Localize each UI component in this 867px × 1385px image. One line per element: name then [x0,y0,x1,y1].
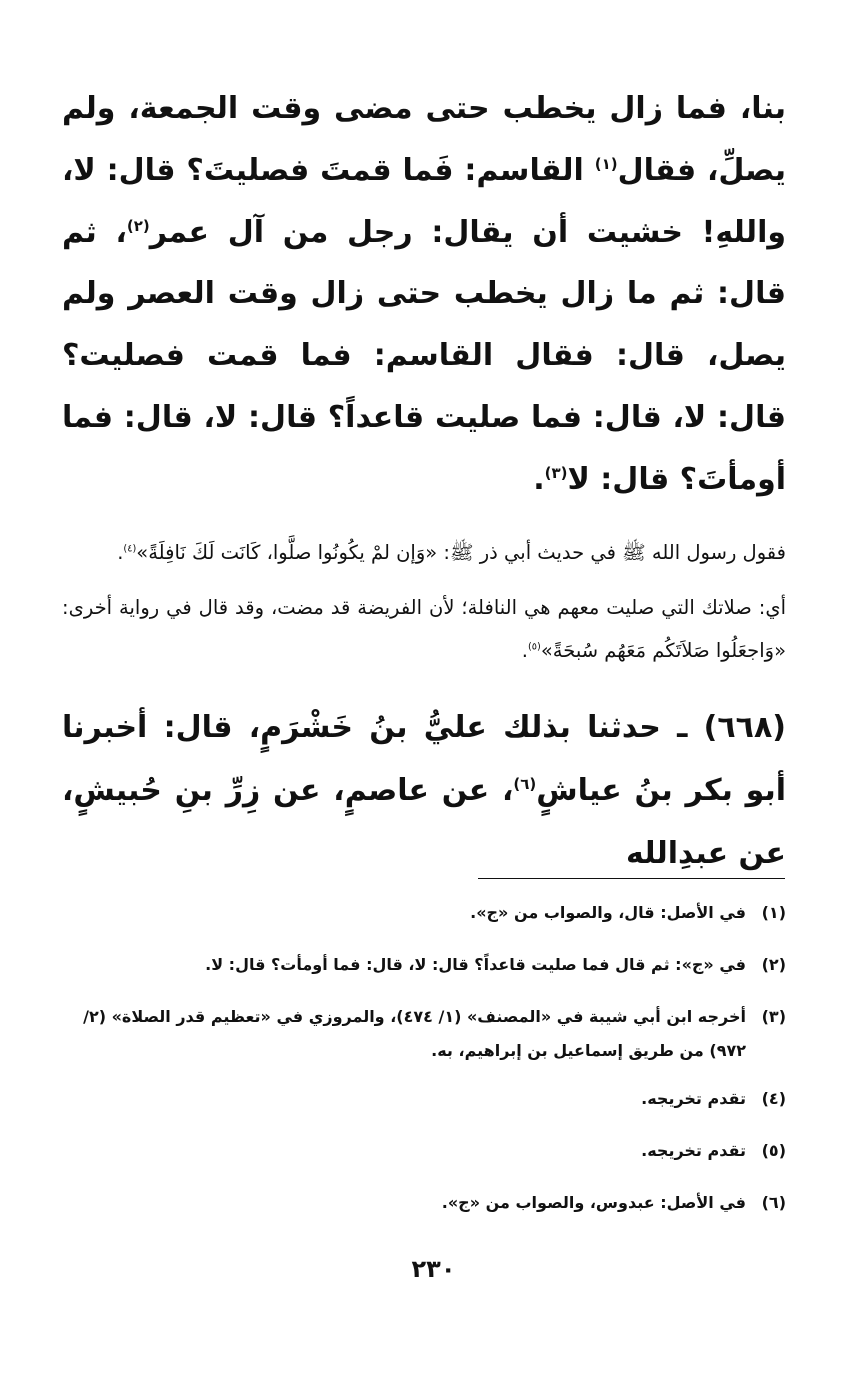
hadith-text: ، عن عاصمٍ، عن زِرِّ بنِ حُبيشٍ، عن عبدِالله [62,772,786,871]
footnote-item [62,948,786,982]
page-number: ٢٣٠ [411,1255,456,1283]
footnotes-section [62,896,786,1238]
footnote-item [62,1134,786,1168]
footnote-ref: (٦) [513,774,537,793]
footnote-number: (٢) [761,955,786,974]
footnote-text: أخرجه ابن أبي شيبة في «المصنف» (١/ ٤٧٤)، والمروزي في «تعظيم قدر الصلاة» (٢/ ٩٧٢) من طريق إسماعيل بن إبراهيم، به. [83,1007,746,1060]
footnote-number: (١) [761,903,786,922]
footnote-item [62,896,786,930]
footnote-number: (٣) [761,1007,786,1026]
footnote-number: (٤) [761,1089,786,1108]
footnote-divider [478,878,785,879]
hadith-text: ـ حدثنا بذلك عليُّ بنُ خَشْرَمٍ، قال: أخبرنا أبو بكر بنُ عياشٍ [62,709,786,808]
footnote-item [62,1000,786,1068]
hadith-paragraph [62,696,786,885]
commentary-end: . [521,638,528,662]
footnote-ref: (٥) [527,641,541,653]
footnote-item [62,1082,786,1116]
footnote-number: (٥) [761,1141,786,1160]
main-text-part: بنا، فما زال يخطب حتى مضى وقت الجمعة، ولم يصلِّ، فقال [62,91,786,188]
footnote-ref: (٢) [126,216,150,235]
footnote-text: في الأصل: قال، والصواب من «ج». [470,903,746,922]
footnote-ref: (٤) [123,543,137,555]
hadith-number: (٦٦٨) [703,709,786,745]
footnote-item [62,1186,786,1220]
commentary-paragraph [62,531,786,574]
main-text-part: القاسم: فَما قمتَ فصليتَ؟ قال: لا، واللهِ! خشيت أن يقال: رجل من آل عمر [62,152,786,250]
commentary-text: فقول رسول الله ﷺ في حديث أبي ذر ﷺ: «وَإن لمْ يكُونُوا صلَّوا، كَانَت لَكَ نَافِلَةً» [136,540,786,564]
commentary-text: أي: صلاتك التي صليت معهم هي النافلة؛ لأن الفريضة قد مضت، وقد قال في رواية أخرى: «وَاجعَلُوا صَلاَتَكُم مَعَهُم سُبحَةً» [62,595,786,662]
footnote-text: تقدم تخريجه. [641,1089,746,1108]
main-text-part: ، ثم قال: ثم ما زال يخطب حتى زال وقت العصر ولم يصل، قال: فقال القاسم: فما قمت فصليت؟ قال: لا، قال: فما صليت قاعداً؟ قال: لا، قال: فما أومأتَ؟ قال: لا [62,214,786,497]
footnote-text: تقدم تخريجه. [641,1141,746,1160]
footnote-ref: (١) [594,154,618,173]
page-body [62,78,786,885]
footnote-ref: (٣) [544,463,568,482]
commentary-paragraph [62,586,786,672]
footnote-text: في «ج»: ثم قال فما صليت قاعداً؟ قال: لا، قال: فما أومأت؟ قال: لا. [205,955,746,974]
footnote-number: (٦) [761,1193,786,1212]
footnote-text: في الأصل: عبدوس، والصواب من «ج». [441,1193,746,1212]
commentary-end: . [117,540,124,564]
main-paragraph [62,78,786,511]
main-text-part: . [533,461,545,497]
